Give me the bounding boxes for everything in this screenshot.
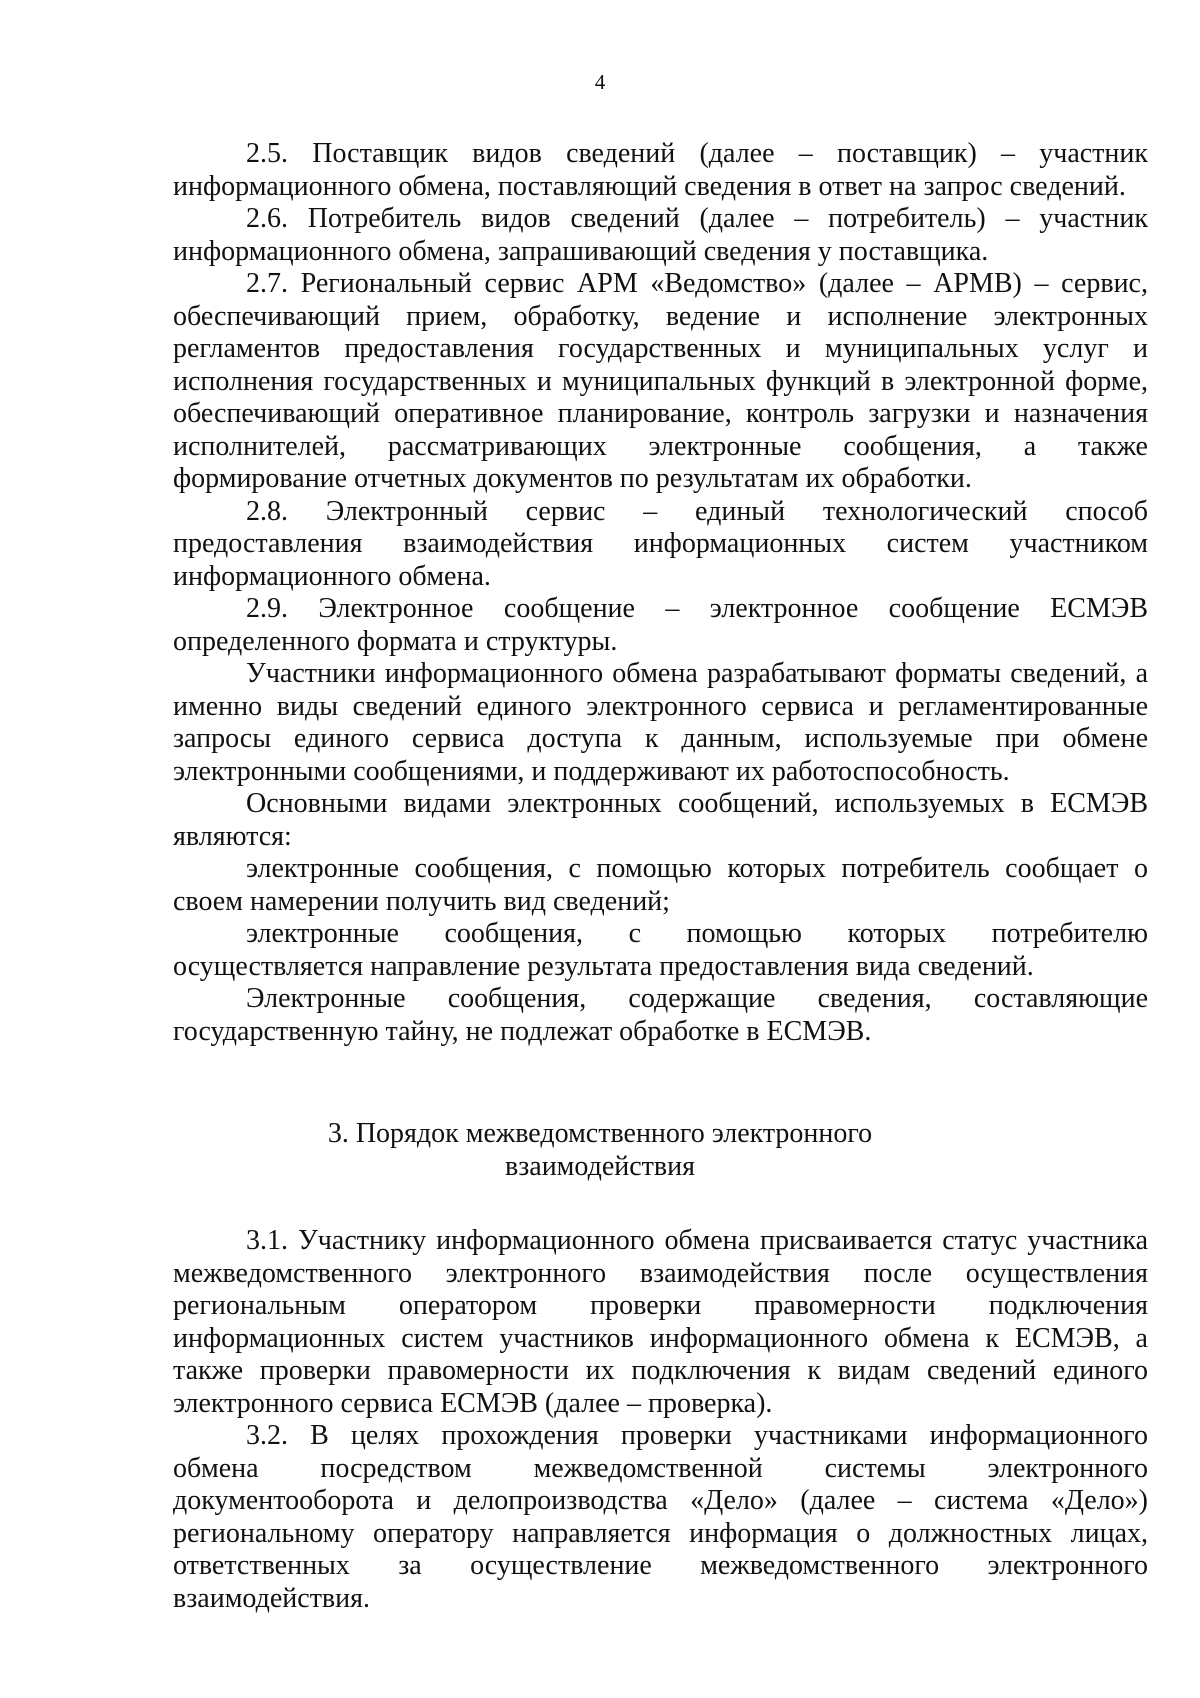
section-3-heading-line-2: взаимодействия	[504, 1150, 695, 1182]
paragraph-state-secret: Электронные сообщения, содержащие сведения, составляющие государственную тайну, не подлежат обработке в ЕСМЭВ.	[173, 983, 1148, 1047]
paragraph-2-5: 2.5. Поставщик видов сведений (далее – поставщик) – участник информационного обмена, поставляющий сведения в ответ на запрос сведений.	[173, 138, 1148, 202]
paragraph-2-9: 2.9. Электронное сообщение – электронное сообщение ЕСМЭВ определенного формата и структуры.	[173, 593, 1148, 657]
section-3-heading	[0, 1118, 1200, 1183]
paragraph-3-1: 3.1. Участнику информационного обмена присваивается статус участника межведомственного электронного взаимодействия после осуществления региональным оператором проверки правомерности подключения информационных систем участников информационного обмена к ЕСМЭВ, а также проверки правомерности их подключения к видам сведений единого электронного сервиса ЕСМЭВ (далее – проверка).	[173, 1225, 1148, 1419]
paragraph-2-8: 2.8. Электронный сервис – единый технологический способ предоставления взаимодействия информационных систем участником информационного обмена.	[173, 495, 1148, 592]
paragraph-formats: Участники информационного обмена разрабатывают форматы сведений, а именно виды сведений единого электронного сервиса и регламентированные запросы единого сервиса доступа к данным, используемые при обмене электронными сообщениями, и поддерживают их работоспособность.	[173, 658, 1148, 787]
section-3-heading-line-1: 3. Порядок межведомственного электронного	[327, 1118, 873, 1149]
section-2-body	[173, 138, 1148, 1048]
paragraph-message-types: Основными видами электронных сообщений, используемых в ЕСМЭВ являются:	[173, 788, 1148, 852]
paragraph-2-7: 2.7. Региональный сервис АРМ «Ведомство» (далее – АРМВ) – сервис, обеспечивающий прием, обработку, ведение и исполнение электронных регламентов предоставления государственных и муниципальных услуг и исполнения государственных и муниципальных функций в электронной форме, обеспечивающий оперативное планирование, контроль загрузки и назначения исполнителей, рассматривающих электронные сообщения, а также формирование отчетных документов по результатам их обработки.	[173, 268, 1148, 494]
paragraph-3-2: 3.2. В целях прохождения проверки участниками информационного обмена посредством межведомственной системы электронного документооборота и делопроизводства «Дело» (далее – система «Дело») региональному оператору направляется информация о должностных лицах, ответственных за осуществление межведомственного электронного взаимодействия.	[173, 1420, 1148, 1614]
paragraph-2-6: 2.6. Потребитель видов сведений (далее – потребитель) – участник информационного обмена, запрашивающий сведения у поставщика.	[173, 203, 1148, 267]
section-3-body	[173, 1225, 1148, 1615]
paragraph-response-messages: электронные сообщения, с помощью которых потребителю осуществляется направление результата предоставления вида сведений.	[173, 918, 1148, 982]
page-number: 4	[594, 70, 606, 94]
paragraph-request-messages: электронные сообщения, с помощью которых потребитель сообщает о своем намерении получить вид сведений;	[173, 853, 1148, 917]
